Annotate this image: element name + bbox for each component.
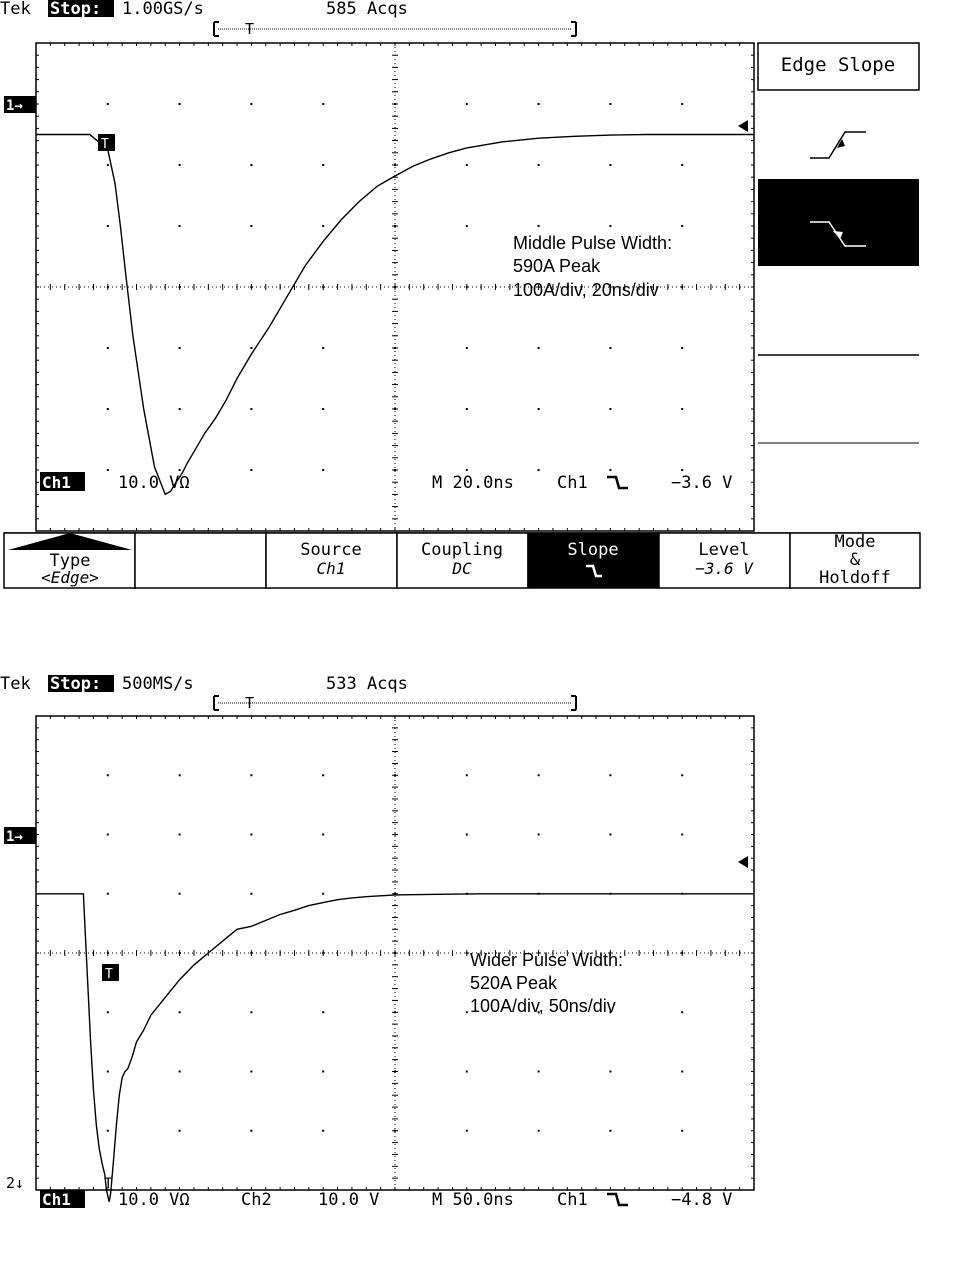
grid-dot (322, 408, 324, 410)
acqs-count: 585 Acqs (326, 0, 408, 19)
grid-dot (322, 1130, 324, 1132)
side-menu (758, 43, 919, 443)
grid-dot (179, 164, 181, 166)
grid-dot (250, 469, 252, 471)
grid-dot (107, 893, 109, 895)
menu-source-label: Source (300, 540, 362, 560)
menu-coupling-label: Coupling (421, 540, 503, 560)
grid-dot (538, 1071, 540, 1073)
grid-dot (681, 1130, 683, 1132)
ch1-scale: 10.0 VΩ (118, 1190, 190, 1210)
grid-dot (681, 225, 683, 227)
annotation-line-1: Middle Pulse Width: (513, 233, 673, 253)
grid-dot (681, 834, 683, 836)
grid-dot (322, 347, 324, 349)
grid-dot (107, 1071, 109, 1073)
ch1-label: Ch1 (42, 1190, 71, 1209)
grid-dot (681, 469, 683, 471)
grid-dot (250, 408, 252, 410)
menu-coupling-button[interactable] (397, 533, 528, 588)
grid-dot (179, 225, 181, 227)
grid-dot (466, 1011, 468, 1013)
grid-dot (179, 408, 181, 410)
grid-dot (538, 469, 540, 471)
grid-dot (466, 1071, 468, 1073)
grid-dot (250, 834, 252, 836)
menu-type-button[interactable] (4, 533, 135, 588)
timebase: M 20.0ns (432, 473, 514, 493)
annotation-line-3: 100A/div, 50ns/div (470, 996, 616, 1016)
grid-dot (250, 774, 252, 776)
annotation-line-2: 520A Peak (470, 973, 558, 993)
acqs-count: 533 Acqs (326, 674, 408, 694)
grid-dot (609, 103, 611, 105)
grid-dot (466, 225, 468, 227)
ch1-scale: 10.0 VΩ (118, 473, 190, 493)
grid-dot (466, 774, 468, 776)
grid-dot (466, 164, 468, 166)
menu-slope-button[interactable] (528, 533, 659, 588)
grid-dot (322, 225, 324, 227)
grid-dot (179, 774, 181, 776)
trigger-level-arrow-icon (738, 856, 748, 868)
grid-dot (107, 774, 109, 776)
grid-dot (250, 225, 252, 227)
menu-source-button[interactable] (266, 533, 397, 588)
ch2-ground-marker: 2↓ (6, 1174, 25, 1192)
trigger-source: Ch1 (557, 1190, 588, 1210)
grid-dot (107, 1130, 109, 1132)
grid-dot (538, 1130, 540, 1132)
menu-slope-label: Slope (567, 540, 619, 560)
annotation-line-1: Wider Pulse Width: (470, 950, 624, 970)
grid-dot (609, 1130, 611, 1132)
grid-dot (538, 225, 540, 227)
grid-dot (179, 1011, 181, 1013)
grid-dot (179, 1071, 181, 1073)
trigger-level: −3.6 V (671, 473, 733, 493)
grid-dot (466, 103, 468, 105)
grid-dot (322, 164, 324, 166)
grid-dot (179, 834, 181, 836)
timebase: M 50.0ns (432, 1190, 514, 1210)
grid-dot (322, 469, 324, 471)
ch2-scale: 10.0 V (318, 1190, 380, 1210)
grid-dot (538, 347, 540, 349)
trigger-source: Ch1 (557, 473, 588, 493)
grid-dot (322, 774, 324, 776)
menu-blank-button[interactable] (135, 533, 266, 588)
menu-level-button[interactable] (659, 533, 790, 588)
svg-text:T: T (105, 967, 113, 982)
grid-dot (681, 1011, 683, 1013)
menu-level-label: Level (698, 540, 750, 560)
grid-dot (681, 347, 683, 349)
graticule-grid (36, 716, 754, 1190)
grid-dot (250, 1011, 252, 1013)
grid-dot (250, 1130, 252, 1132)
record-length-bar (214, 694, 576, 712)
brand-label: Tek (0, 0, 31, 19)
grid-dot (250, 347, 252, 349)
grid-dot (538, 774, 540, 776)
grid-dot (466, 1130, 468, 1132)
side-menu-title: Edge Slope (780, 54, 896, 76)
scope2 (0, 674, 754, 1210)
grid-dot (681, 774, 683, 776)
grid-dot (179, 103, 181, 105)
grid-dot (322, 834, 324, 836)
svg-text:1→: 1→ (6, 829, 23, 845)
grid-dot (681, 103, 683, 105)
grid-dot (538, 164, 540, 166)
grid-dot (322, 103, 324, 105)
annotation-line-3: 100A/div, 20ns/div (513, 280, 659, 300)
trigger-level: −4.8 V (671, 1190, 733, 1210)
menu-coupling-value: DC (452, 559, 472, 578)
grid-dot (538, 103, 540, 105)
ch2-label: Ch2 (241, 1190, 272, 1210)
grid-dot (107, 164, 109, 166)
slope-rising-option[interactable] (758, 98, 919, 178)
grid-dot (322, 1011, 324, 1013)
sample-rate: 1.00GS/s (122, 0, 204, 19)
grid-dot (250, 1071, 252, 1073)
grid-dot (107, 469, 109, 471)
menu-mode-holdoff-button[interactable] (790, 532, 920, 588)
falling-slope-icon (607, 477, 628, 488)
grid-dot (609, 774, 611, 776)
grid-dot (107, 347, 109, 349)
svg-text:T: T (101, 137, 109, 152)
trigger-level-arrow-icon (738, 120, 748, 132)
stop-label: Stop: (50, 674, 102, 694)
grid-dot (466, 834, 468, 836)
grid-dot (107, 1011, 109, 1013)
menu-level-value: −3.6 V (695, 559, 753, 578)
grid-dot (609, 834, 611, 836)
grid-dot (179, 347, 181, 349)
grid-dot (681, 1071, 683, 1073)
trigger-position-marker: T (104, 1176, 113, 1192)
menu-source-value: Ch1 (316, 559, 346, 578)
grid-dot (609, 225, 611, 227)
annotation-line-2: 590A Peak (513, 256, 601, 276)
record-length-bar (214, 20, 576, 38)
stop-label: Stop: (50, 0, 102, 19)
grid-dot (107, 103, 109, 105)
grid-dot (609, 164, 611, 166)
grid-dot (250, 103, 252, 105)
sample-rate: 500MS/s (122, 674, 194, 694)
record-trigger-marker: T (245, 694, 255, 712)
grid-dot (538, 834, 540, 836)
grid-dot (681, 164, 683, 166)
record-trigger-marker: T (245, 20, 255, 38)
grid-dot (107, 834, 109, 836)
grid-dot (250, 164, 252, 166)
menu-mode-holdoff-label: Mode & Holdoff (819, 532, 891, 588)
slope-falling-option[interactable] (758, 179, 919, 266)
grid-dot (179, 893, 181, 895)
grid-dot (609, 347, 611, 349)
scope1 (0, 0, 920, 588)
grid-dot (322, 893, 324, 895)
ch1-label: Ch1 (42, 473, 71, 492)
svg-text:1→: 1→ (6, 98, 23, 114)
grid-dot (609, 408, 611, 410)
grid-dot (107, 408, 109, 410)
bottom-menu (4, 532, 920, 588)
grid-dot (179, 469, 181, 471)
grid-dot (466, 347, 468, 349)
brand-label: Tek (0, 674, 31, 694)
waveform-trace (36, 135, 754, 495)
grid-dot (179, 1130, 181, 1132)
menu-type-label: Type (49, 551, 91, 571)
grid-dot (609, 1071, 611, 1073)
grid-dot (681, 408, 683, 410)
falling-slope-icon (607, 1194, 628, 1205)
grid-dot (466, 408, 468, 410)
grid-dot (609, 469, 611, 471)
grid-dot (322, 1071, 324, 1073)
grid-dot (466, 469, 468, 471)
grid-dot (250, 893, 252, 895)
grid-dot (538, 408, 540, 410)
menu-type-value: <Edge> (41, 568, 99, 587)
grid-dot (107, 225, 109, 227)
